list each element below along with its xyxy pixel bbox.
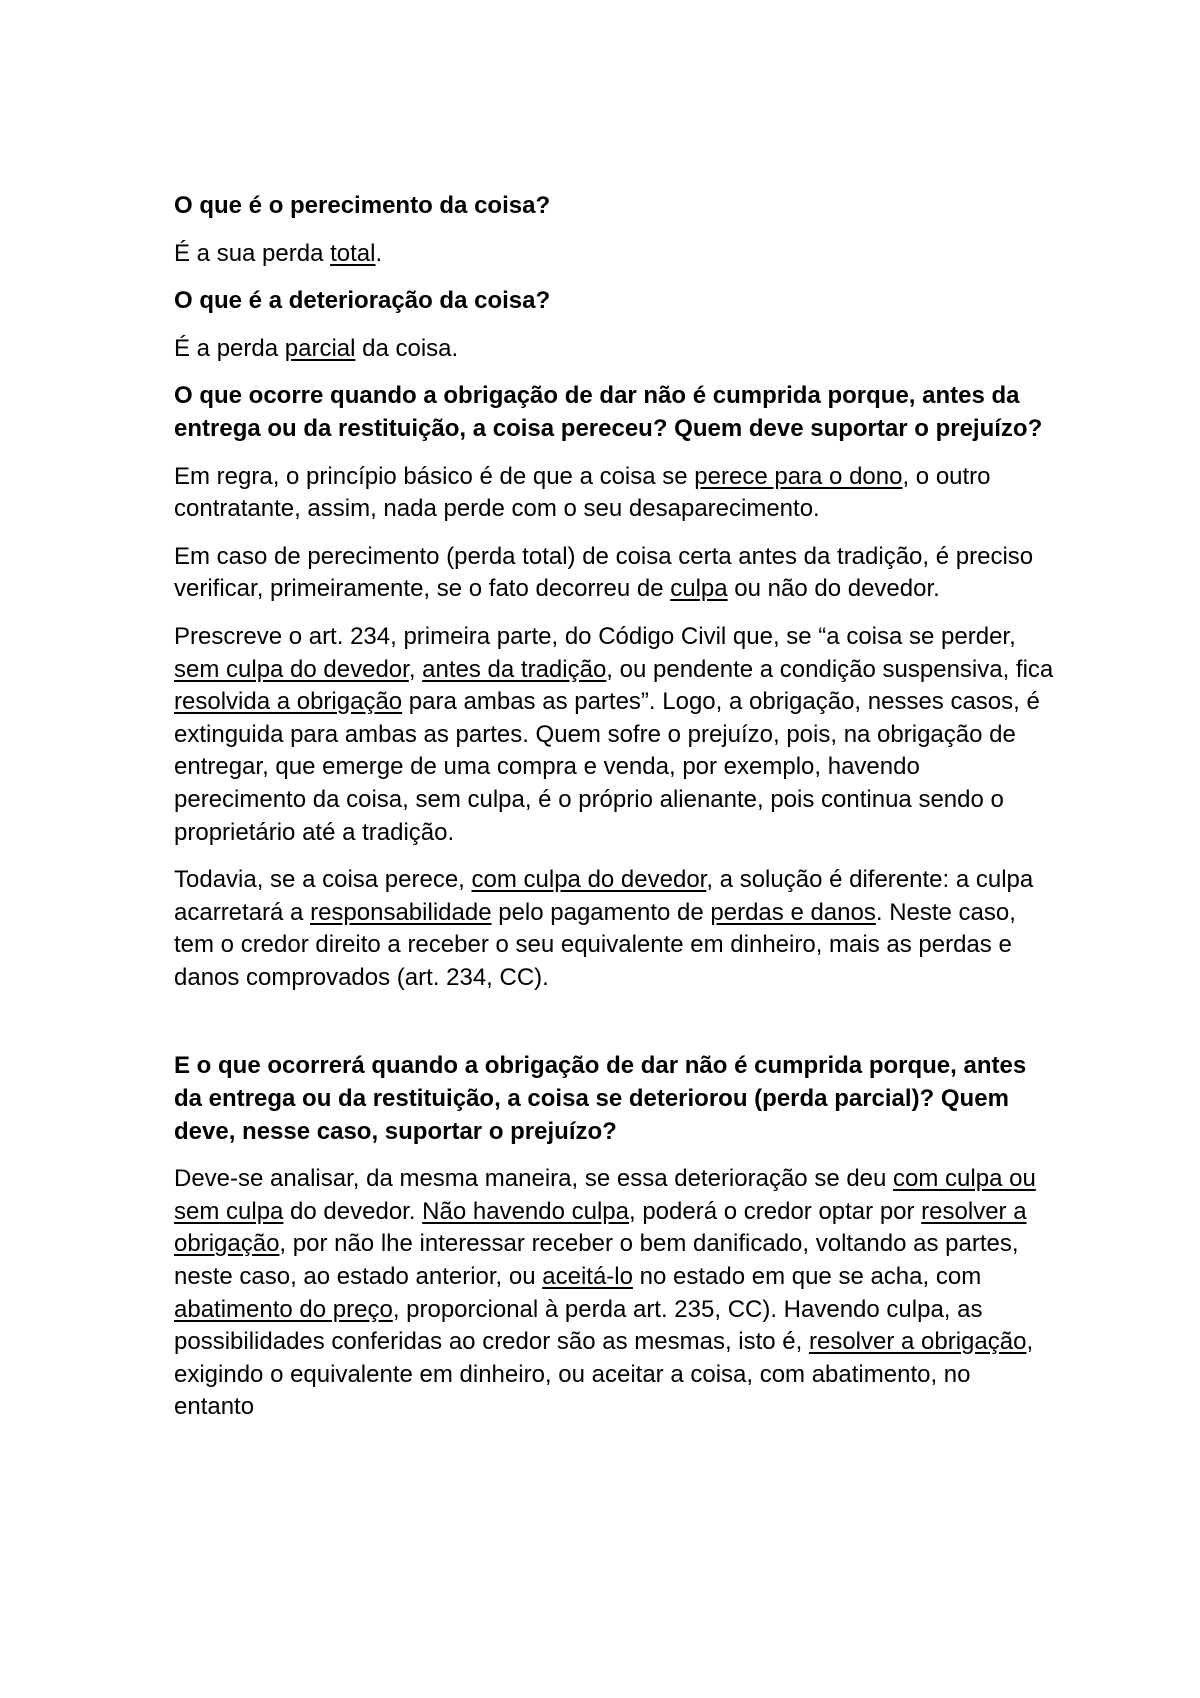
underlined-term: resolver a obrigação <box>808 1328 1027 1356</box>
underlined-term: perdas e danos <box>710 898 876 926</box>
question-obrigacao-pereceu: O que ocorre quando a obrigação de dar não é cumprida porque, antes da entrega ou da restituição, a coisa pereceu? Quem deve suportar o prejuízo? <box>174 382 1043 442</box>
underlined-term: com culpa do devedor <box>471 866 707 894</box>
underlined-term: aceitá-lo <box>542 1263 633 1291</box>
paragraph-deterioracao-culpa: Deve-se analisar, da mesma maneira, se essa deterioração se deu com culpa ou sem culpa do devedor. Não havendo culpa, poderá o credor optar por resolver a obrigação, por não lhe interessar receber o bem danificado, voltando as partes, neste caso, ao estado anterior, ou aceitá-lo no estado em que se acha, com abatimento do preço, proporcional à perda art. 235, CC). Havendo culpa, as possibilidades conferidas ao credor são as mesmas, isto é, resolver a obrigação, exigindo o equivalente em dinheiro, ou aceitar a coisa, com abatimento, no entanto <box>174 1165 1036 1421</box>
underlined-term: resolvida a obrigação <box>174 688 403 716</box>
underlined-term: abatimento do preço <box>174 1295 393 1323</box>
question-deterioracao: O que é a deterioração da coisa? <box>174 287 551 315</box>
paragraph-regra: Em regra, o princípio básico é de que a coisa se perece para o dono, o outro contratante, assim, nada perde com o seu desaparecimento. <box>174 462 991 523</box>
underlined-term: responsabilidade <box>310 898 492 926</box>
underlined-term: culpa <box>670 575 728 603</box>
paragraph-com-culpa: Todavia, se a coisa perece, com culpa do devedor, a solução é diferente: a culpa acarretará a responsabilidade pelo pagamento de perdas e danos. Neste caso, tem o credor direito a receber o seu equivalente em dinheiro, mais as perdas e danos comprovados (art. 234, CC). <box>174 866 1034 991</box>
underlined-term: resolver a obrigação <box>174 1197 1027 1258</box>
underlined-term: com culpa ou sem culpa <box>174 1165 1036 1225</box>
paragraph-perecimento-culpa: Em caso de perecimento (perda total) de coisa certa antes da tradição, é preciso verificar, primeiramente, se o fato decorreu de culpa ou não do devedor. <box>174 542 1034 603</box>
question-perecimento: O que é o perecimento da coisa? <box>174 192 551 219</box>
underlined-term: parcial <box>284 334 356 362</box>
underlined-term: perece para o dono <box>694 462 903 490</box>
answer-deterioracao: É a perda parcial da coisa. <box>174 334 459 362</box>
underlined-term: Não havendo culpa <box>422 1197 629 1225</box>
document-page <box>174 190 1054 1424</box>
underlined-term: sem culpa do devedor <box>174 655 409 683</box>
underlined-term: antes da tradição <box>422 655 607 683</box>
underlined-term: total <box>330 239 376 267</box>
answer-perecimento: É a sua perda total. <box>174 239 383 267</box>
question-deteriorou: E o que ocorrerá quando a obrigação de dar não é cumprida porque, antes da entrega ou da restituição, a coisa se deteriorou (perda parcial)? Quem deve, nesse caso, suportar o prejuízo? <box>174 1052 1027 1145</box>
paragraph-art-234: Prescreve o art. 234, primeira parte, do Código Civil que, se “a coisa se perder, sem culpa do devedor, antes da tradição, ou pendente a condição suspensiva, fica resolvida a obrigação para ambas as partes”. Logo, a obrigação, nesses casos, é extinguida para ambas as partes. Quem sofre o prejuízo, pois, na obrigação de entregar, que emerge de uma compra e venda, por exemplo, havendo perecimento da coisa, sem culpa, é o próprio alienante, pois continua sendo o proprietário até a tradição. <box>174 622 1054 846</box>
